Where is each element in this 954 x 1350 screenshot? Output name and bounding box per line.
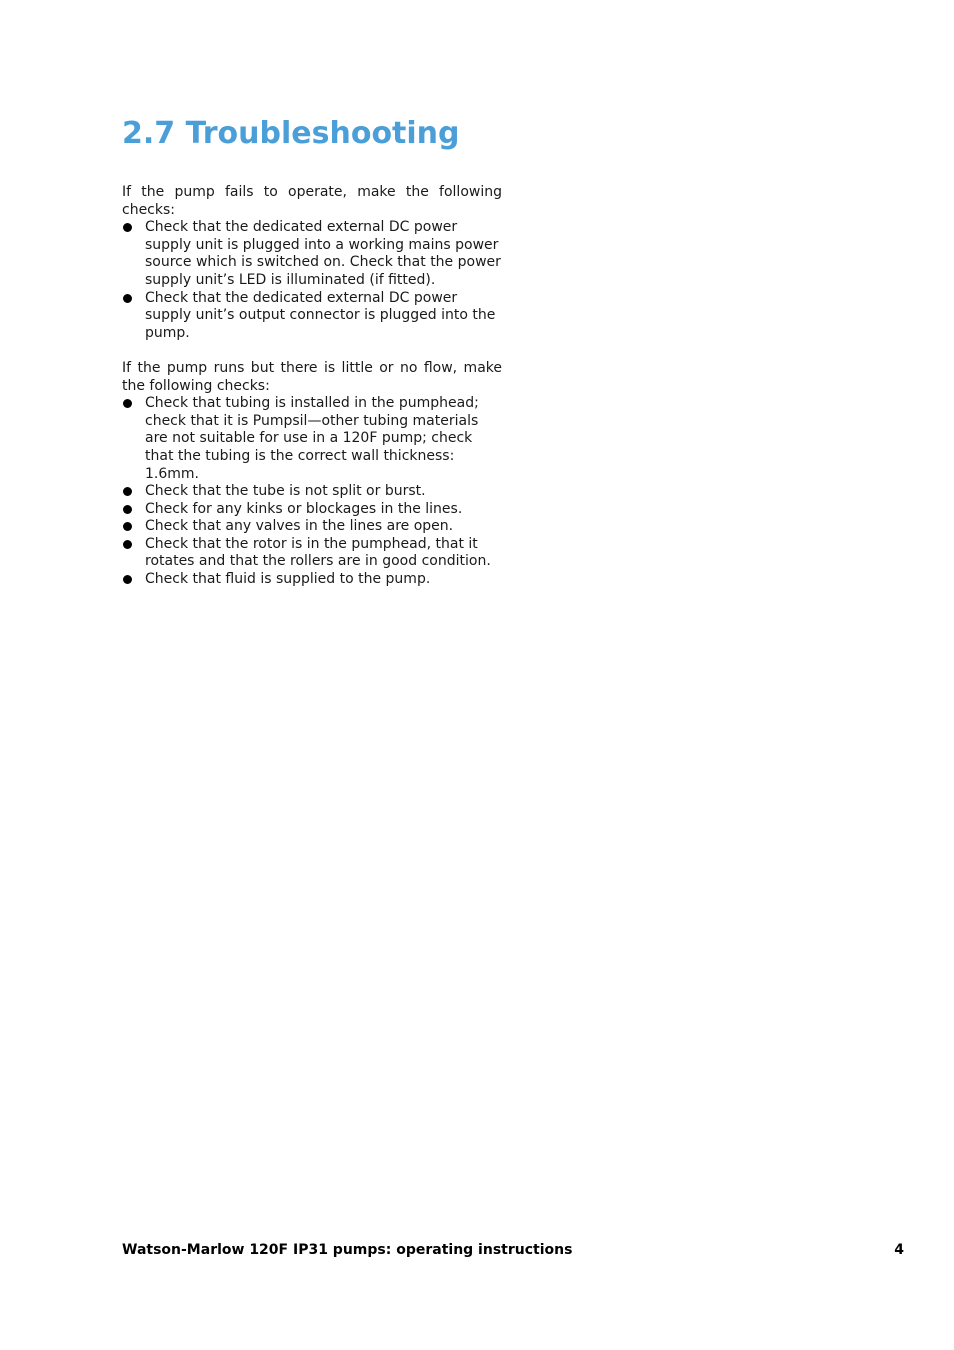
list-item-text: Check that the dedicated external DC power supply unit is plugged into a working mains power source which is switched on. Check that the power supply unit’s LED is illuminated (if fitted). — [145, 219, 501, 288]
section2-intro: If the pump runs but there is little or no flow, make the following checks: — [122, 359, 502, 394]
troubleshooting-content — [122, 184, 502, 589]
list-item — [122, 483, 502, 501]
bullet-icon — [123, 575, 132, 584]
page-footer — [122, 1240, 904, 1260]
bullet-icon — [123, 487, 132, 496]
bullet-icon — [123, 522, 132, 531]
list-item — [122, 536, 502, 571]
bullet-icon — [123, 399, 132, 408]
section2-checklist — [122, 395, 502, 589]
footer-page-number: 4 — [894, 1242, 904, 1258]
page-title: 2.7 Troubleshooting — [122, 116, 460, 151]
list-item-text: Check that fluid is supplied to the pump. — [145, 571, 431, 588]
list-item-text: Check that any valves in the lines are open. — [145, 518, 454, 535]
list-item — [122, 518, 502, 536]
list-item — [122, 571, 502, 589]
bullet-icon — [123, 223, 132, 232]
section1-checklist — [122, 219, 502, 342]
footer-document-title: Watson-Marlow 120F IP31 pumps: operating instructions — [122, 1242, 573, 1258]
list-item-text: Check that the rotor is in the pumphead, that it rotates and that the rollers are in good condition. — [145, 535, 491, 570]
list-item — [122, 290, 502, 343]
section1-intro: If the pump fails to operate, make the following checks: — [122, 184, 502, 218]
list-item — [122, 395, 502, 483]
list-item-text: Check that tubing is installed in the pumphead; check that it is Pumpsil—other tubing materials are not suitable for use in a 120F pump; check that the tubing is the correct wall thickness: 1.6mm. — [145, 395, 479, 482]
list-item — [122, 219, 502, 289]
list-item — [122, 501, 502, 519]
list-item-text: Check that the dedicated external DC power supply unit’s output connector is plugged into the pump. — [145, 289, 496, 341]
list-item-text: Check for any kinks or blockages in the lines. — [145, 500, 463, 517]
bullet-icon — [123, 540, 132, 549]
list-item-text: Check that the tube is not split or burst. — [145, 483, 426, 500]
bullet-icon — [123, 505, 132, 514]
bullet-icon — [123, 294, 132, 303]
